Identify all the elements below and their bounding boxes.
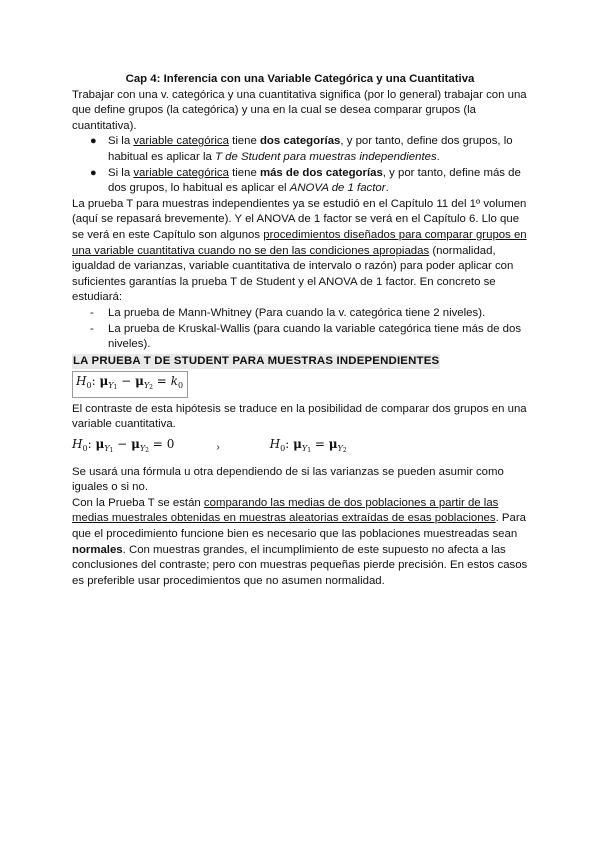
paragraph-text: . Para que el procedimiento funcione bien es necesario que las poblaciones muestreadas sean [72,512,526,541]
dash-text: La prueba de Mann-Whitney (Para cuando la v. categórica tiene 2 niveles). [108,306,486,319]
formula-symbol: μ [293,437,302,452]
formula-subscript: Y [108,381,114,391]
bullet-text: Si la [108,135,134,148]
formula-subscript: Y [104,444,110,454]
formula-symbol: − [117,437,128,452]
paragraph-text: La prueba T para muestras independientes ya se estudió en el Capítulo 11 del 1º volumen (aquí se repasará brevemente). Y el ANOVA de 1 factor se verá en el Capítulo 6. Llo que se verá en este Capítulo son algunos [72,197,527,241]
formula-subscript: 1 [113,384,118,392]
chapter-title: Cap 4: Inferencia con una Variable Categórica y una Cuantitativa [125,73,475,85]
formula-symbol: : [87,437,92,452]
formula-symbol: : [91,374,96,389]
formula-subscript: Y [301,444,308,454]
formula-subscript: 0 [82,444,88,454]
formula-subscript: 2 [342,447,347,455]
dash-text: La prueba de Kruskal-Wallis (para cuando la variable categórica tiene más de dos niveles). [108,322,522,351]
formula-hypothesis-box [72,369,528,402]
formula-symbol: : [285,437,290,452]
italic-term: ANOVA de 1 factor [289,182,386,195]
formula-symbol: μ [131,437,140,452]
formula-symbol: μ [328,437,338,452]
formula-difference-zero [72,437,174,459]
formula-symbol: 0 [166,437,175,452]
formula-subscript: Y [337,444,343,454]
dash-marker: - [90,306,94,319]
underlined-term: variable categórica [133,166,229,179]
formula-symbol: μ [99,374,109,389]
formula-subscript: 0 [86,381,92,391]
dash-marker: - [90,322,94,335]
underlined-phrase: procedimientos diseñados para comparar grupos en una variable cuantitativa cuando no se den las condiciones apropiadas [72,228,527,257]
formula-subscript: 1 [307,447,312,455]
formula-symbol: H [76,374,87,389]
formula-subscript: 2 [145,447,149,455]
formula-equality-row [72,437,528,459]
bullet-marker: ● [90,135,97,148]
paragraph-procedures [72,197,528,306]
underlined-phrase: comparando las medias de dos poblaciones a partir de las medias muestrales obtenidas en muestras aleatorias extraídas de esas poblaciones [72,496,499,525]
formula-subscript: Y [143,381,150,391]
formula-subscript: 2 [149,384,153,392]
paragraph-t-test [72,496,528,590]
dash-item-mann-whitney [90,306,528,322]
bullet-list [72,134,528,196]
paragraph-contrast: El contraste de esta hipótesis se traduce en la posibilidad de comparar dos grupos en una variable cuantitativa. [72,402,527,431]
bullet-item-more-categories [90,166,528,197]
italic-term: T de Student para muestras independientes [215,150,437,163]
arrow-icon: › [216,442,220,454]
intro-paragraph: Trabajar con una v. categórica y una cuantitativa significa (por lo general) trabajar con una que define grupos (la categórica) y una en la cual se desea comparar grupos (la cuantitativa). [72,88,527,132]
bullet-text: tiene [228,135,260,148]
bullet-text: Si la [108,166,134,179]
formula-symbol: μ [135,374,144,389]
bullet-text: , y por tanto, define más de dos grupos, lo habitual es aplicar el [108,166,521,195]
paragraph-text: (normalidad, igualdad de varianzas, variable cuantitativa de intervalo o razón) para poder aplicar con suficientes garantías la prueba T de Student y el ANOVA de 1 factor. En concreto se estudiará: [72,244,514,304]
paragraph-text: Con la Prueba T se están [72,496,204,509]
section-heading: LA PRUEBA T DE STUDENT PARA MUESTRAS INDEPENDIENTES [72,354,440,370]
dash-item-kruskal-wallis [90,322,528,353]
formula-symbol: = [152,437,163,452]
bold-term: más de dos categorías [259,166,383,179]
paragraph-text: . Con muestras grandes, el incumplimiento de este supuesto no afecta a las conclusiones del contraste; pero con muestras pequeñas pierde precisión. En estos casos es preferible usar procedimientos que no asumen normalidad. [72,543,528,587]
dash-list [72,306,528,353]
bullet-text: . [385,182,389,195]
formula-symbol: = [314,437,325,452]
formula-symbol: H [269,437,281,452]
bold-term: dos categorías [259,135,341,148]
formula-symbol: − [121,374,132,389]
formula-subscript: 0 [280,444,286,454]
formula-subscript: 0 [177,381,184,391]
bullet-text: . [436,150,440,163]
bullet-item-two-categories [90,134,528,165]
underlined-term: variable categórica [133,135,229,148]
formula-symbol: H [72,437,83,452]
bold-term: normales [72,543,123,556]
formula-means-equal [270,437,347,459]
hypothesis-formula [72,371,188,398]
formula-subscript: Y [139,444,146,454]
bullet-text: , y por tanto, define dos grupos, lo habitual es aplicar la [108,135,513,163]
formula-symbol: k [170,374,178,389]
bullet-marker: ● [90,166,97,179]
formula-symbol: μ [95,437,105,452]
paragraph-variances: Se usará una fórmula u otra dependiendo de si las varianzas se pueden asumir como iguales o si no. [72,465,504,494]
formula-subscript: 1 [109,447,114,455]
formula-symbol: = [156,374,167,389]
bullet-text: tiene [228,166,260,179]
document-page [72,72,528,589]
